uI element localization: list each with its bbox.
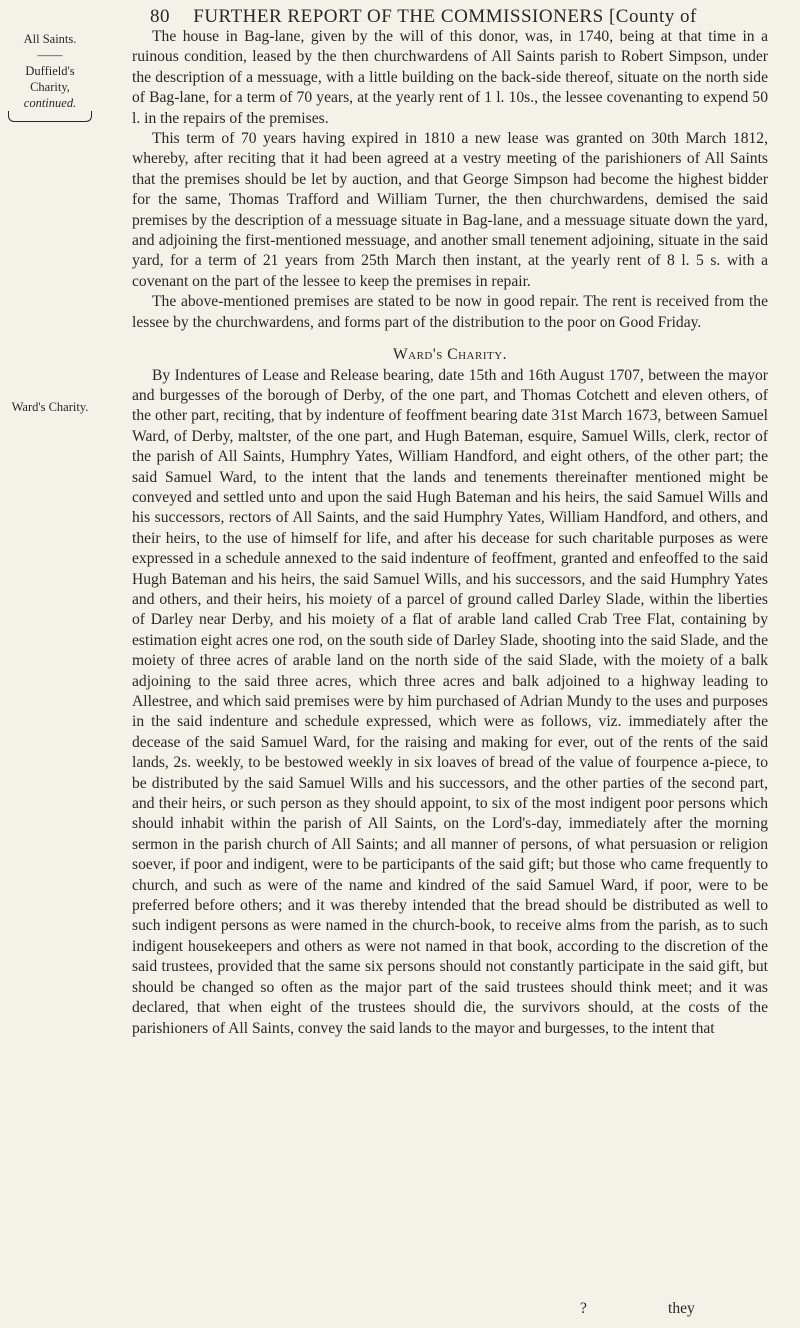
running-header (150, 6, 790, 28)
paragraph: The above-mentioned premises are stated to be now in good repair. The rent is received from the lessee by the churchwardens, and forms part of the distribution to the poor on Good Friday. (132, 293, 768, 331)
section-heading: Ward's Charity. (392, 346, 508, 364)
margin-duffield: Duffield's Charity, (25, 64, 75, 94)
paragraph: This term of 70 years having expired in 1810 a new lease was granted on 30th March 1812, whereby, after reciting that it had been agreed at a vestry meeting of the parishioners of All Saints that the premises should be let by auction, and that George Simpson had become the highest bidder for the same, Thomas Trafford and William Turner, the then churchwardens, demised the said premises by the description of a messuage situate in Bag-lane, and a messuage situate down the yard, and adjoining the first-mentioned messuage, and another small tenement adjoining, situate in the said yard, for a term of 21 years from 25th March then instant, at the yearly rent of 8 l. 5 s. with a covenant on the part of the lessee to keep the premises in repair. (132, 130, 768, 290)
margin-note-wards (4, 399, 96, 415)
margin-wards-charity: Ward's Charity. (11, 400, 89, 414)
margin-continued: continued. (23, 96, 77, 110)
margin-all-saints: All Saints. (23, 32, 77, 46)
header-county: [County of (608, 6, 697, 27)
paragraph: The house in Bag-lane, given by the will of this donor, was, in 1740, being at that time in a ruinous condition, leased by the then churchwardens of All Saints parish to Robert Simpson, under the description of a messuage, with a little building on the back-side thereof, situate on the north side of Bag-lane, for a term of 70 years, at the yearly rent of 1 l. 10s., the lessee covenanting to expend 50 l. in the repairs of the premises. (132, 28, 768, 127)
catchword: they (668, 1300, 695, 1317)
signature-mark: ? (580, 1300, 587, 1317)
margin-dash: —— (37, 48, 63, 62)
header-title: FURTHER REPORT OF THE COMMISSIONERS (193, 6, 604, 27)
margin-brace (8, 111, 92, 122)
paragraph: By Indentures of Lease and Release bearing, date 15th and 16th August 1707, between the mayor and burgesses of the borough of Derby, of the one part, and Thomas Cotchett and eleven others, of the other part, reciting, that by indenture of feoffment bearing date 31st March 1673, between Samuel Ward, of Derby, maltster, of the one part, and Hugh Bateman, esquire, Samuel Wills, clerk, rector of the parish of All Saints, Humphry Yates, William Handford, and eight others, of the other part; the said Samuel Ward, to the intent that the lands and tenements thereinafter mentioned might be conveyed and settled unto and upon the said Hugh Bateman and his heirs, the said Samuel Wills and his successors, rectors of All Saints, and the said Humphry Yates, William Handford, and others, and their heirs, to the use of himself for life, and after his decease for such charitable purposes as were expressed in a schedule annexed to the said indenture of feoffment, granted and enfeoffed to the said Hugh Bateman and his heirs, the said Samuel Wills, and his successors, and the said Humphry Yates and others, and their heirs, his moiety of a parcel of ground called Darley Slade, within the liberties of Darley near Derby, and his moiety of a flat of arable land called Crab Tree Flat, containing by estimation eight acres one rod, on the south side of Darley Slade, shooting into the said Slade, and the moiety of three acres of arable land on the north side of the said Slade, with the moiety of a balk adjoining to the said three acres, which three acres and balk adjoined to a highway leading to Allestree, and which said premises were by him purchased of Adrian Mundy to the uses and purposes in the said indenture and schedule expressed, which were as follows, viz. immediately after the decease of the said Samuel Ward, for the raising and making for ever, out of the rents of the said lands, 2s. weekly, to be bestowed weekly in six loaves of bread of the value of fourpence a-piece, to be distributed by the said Samuel Wills and his successors, and the other parties of the second part, and their heirs, or such person as they should appoint, to six of the most indigent poor persons which should inhabit within the parish of All Saints, on the Lord's-day, immediately after the morning sermon in the parish church of All Saints; and all manner of persons, of what persuasion or religion soever, if poor and indigent, were to be participants of the said gift; but those who came frequently to church, and such as were of the name and kindred of the said Samuel Ward, if poor, were to be preferred before others; and it was thereby intended that the bread should be distributed as well to such indigent persons as were named in the church-book, to receive alms from the parish, as to such indigent housekeepers and others as were not named in that book, according to the discretion of the said trustees, provided that the same six persons should not constantly participate in the said gift, but should be changed so often as the major part of the said trustees should think meet; and it was declared, that when eight of the trustees should die, the survivors should, at the costs of the parishioners of All Saints, convey the said lands to the mayor and burgesses, to the intent that (132, 366, 768, 1037)
page-number: 80 (150, 6, 170, 27)
body-text (132, 27, 768, 1039)
margin-note-all-saints (4, 31, 96, 122)
